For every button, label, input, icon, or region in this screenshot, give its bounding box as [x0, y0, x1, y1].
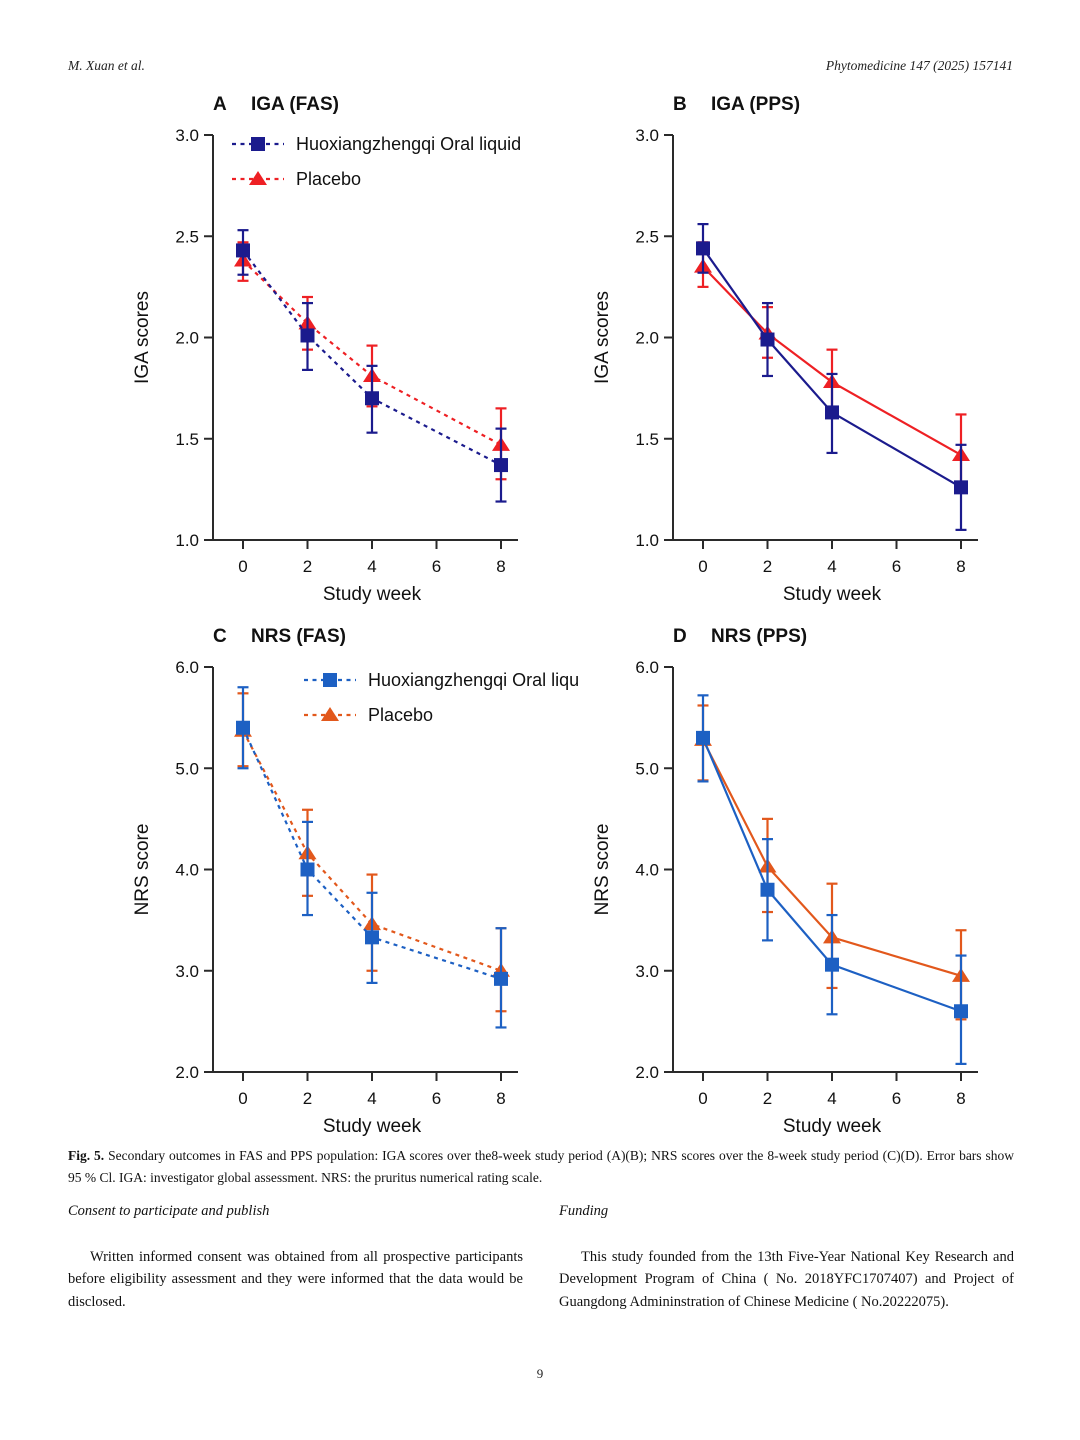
- panel-title: A IGA (FAS): [213, 94, 339, 115]
- legend: [304, 670, 578, 725]
- svg-text:4.0: 4.0: [635, 860, 659, 880]
- figure-caption: [68, 1145, 1014, 1189]
- chart-svg-D: [578, 612, 1038, 1144]
- figure-5: [118, 80, 1038, 1144]
- legend-label: Huoxiangzhengqi Oral liquid: [368, 670, 578, 690]
- legend: [232, 134, 521, 189]
- panel-title: D NRS (PPS): [673, 626, 808, 647]
- chart-panel-c-nrs-fas: [118, 612, 578, 1144]
- svg-text:4.0: 4.0: [175, 860, 199, 880]
- svg-text:8: 8: [496, 1089, 506, 1108]
- svg-text:1.0: 1.0: [635, 531, 659, 550]
- chart-svg-C: [118, 612, 578, 1144]
- chart-panel-d-nrs-pps: [578, 612, 1038, 1144]
- svg-text:8: 8: [496, 557, 506, 576]
- svg-text:2.0: 2.0: [635, 328, 659, 348]
- svg-text:2.0: 2.0: [635, 1063, 659, 1082]
- section-body-funding: This study founded from the 13th Five-Year National Key Research and Development Program of China ( No. 2018YFC1707407) and Project of Guangdong Admininstration of Chinese Medicine ( No.20222075).: [559, 1249, 1014, 1310]
- svg-text:0: 0: [238, 1089, 248, 1108]
- legend-label: Placebo: [296, 169, 362, 189]
- svg-text:4: 4: [827, 1089, 837, 1108]
- figure-caption-text: Secondary outcomes in FAS and PPS population: IGA scores over the8-week study period (A)(B); NRS scores over the 8-week study period (C)(D). Error bars show 95 % Cl. IGA: investigator global assessment. NRS: the pruritus numerical rating scale.: [68, 1148, 1014, 1185]
- svg-text:0: 0: [698, 1089, 708, 1108]
- section-body-consent: Written informed consent was obtained from all prospective participants before eligibility assessment and they were informed that the data would be disclosed.: [68, 1249, 523, 1310]
- axis-labels: [132, 658, 506, 1137]
- svg-text:2: 2: [302, 1089, 313, 1108]
- chart-panel-b-iga-pps: [578, 80, 1038, 612]
- svg-text:3.0: 3.0: [175, 126, 199, 145]
- y-axis-title: NRS score: [132, 823, 153, 916]
- axis-labels: [132, 126, 506, 605]
- svg-text:3.0: 3.0: [635, 961, 659, 981]
- axis-labels: [592, 126, 966, 605]
- section-heading-funding: Funding: [559, 1203, 609, 1219]
- header-journal-ref: Phytomedicine 147 (2025) 157141: [825, 58, 1013, 73]
- svg-text:3.0: 3.0: [635, 126, 659, 145]
- axes: [664, 135, 978, 549]
- svg-text:2.0: 2.0: [175, 328, 199, 348]
- svg-text:6: 6: [431, 1089, 442, 1108]
- header-author: M. Xuan et al.: [68, 58, 145, 73]
- svg-text:2: 2: [762, 1089, 773, 1108]
- chart-svg-B: [578, 80, 1038, 612]
- svg-text:6.0: 6.0: [635, 658, 659, 677]
- figure-caption-label: Fig. 5.: [68, 1148, 105, 1163]
- series-treatment: [696, 695, 968, 1064]
- x-axis-title: Study week: [322, 584, 422, 605]
- svg-text:2.5: 2.5: [175, 227, 199, 247]
- svg-text:5.0: 5.0: [635, 759, 659, 779]
- svg-text:4: 4: [367, 1089, 377, 1108]
- svg-text:8: 8: [956, 557, 966, 576]
- axes: [664, 667, 978, 1081]
- svg-text:2: 2: [762, 557, 773, 576]
- svg-text:3.0: 3.0: [175, 961, 199, 981]
- svg-text:4: 4: [367, 557, 377, 576]
- axis-labels: [592, 658, 966, 1137]
- svg-text:6.0: 6.0: [175, 658, 199, 677]
- svg-text:0: 0: [698, 557, 708, 576]
- panel-title: C NRS (FAS): [213, 626, 346, 647]
- svg-text:6: 6: [891, 1089, 902, 1108]
- x-axis-title: Study week: [322, 1116, 422, 1137]
- svg-text:1.5: 1.5: [635, 429, 659, 449]
- page-header: [68, 58, 1013, 74]
- svg-text:8: 8: [956, 1089, 966, 1108]
- legend-label: Huoxiangzhengqi Oral liquid: [296, 134, 522, 154]
- svg-text:4: 4: [827, 557, 837, 576]
- svg-text:2.5: 2.5: [635, 227, 659, 247]
- y-axis-title: IGA scores: [132, 291, 153, 384]
- axes: [204, 135, 518, 549]
- y-axis-title: NRS score: [592, 823, 613, 916]
- legend-label: Placebo: [368, 705, 434, 725]
- svg-text:2.0: 2.0: [175, 1063, 199, 1082]
- section-funding: [559, 1203, 1014, 1313]
- chart-svg-A: [118, 80, 578, 612]
- svg-text:2: 2: [302, 557, 313, 576]
- x-axis-title: Study week: [782, 1116, 882, 1137]
- section-heading-consent: Consent to participate and publish: [68, 1203, 270, 1219]
- page-number: 9: [536, 1366, 544, 1381]
- series-treatment: [236, 230, 508, 501]
- svg-text:1.5: 1.5: [175, 429, 199, 449]
- svg-text:6: 6: [431, 557, 442, 576]
- svg-text:0: 0: [238, 557, 248, 576]
- series-treatment: [696, 224, 968, 530]
- chart-panel-a-iga-fas: [118, 80, 578, 612]
- axes: [204, 667, 518, 1081]
- x-axis-title: Study week: [782, 584, 882, 605]
- two-column-text: [68, 1203, 1014, 1313]
- svg-text:6: 6: [891, 557, 902, 576]
- svg-text:5.0: 5.0: [175, 759, 199, 779]
- y-axis-title: IGA scores: [592, 291, 613, 384]
- section-consent: [68, 1203, 523, 1313]
- svg-text:1.0: 1.0: [175, 531, 199, 550]
- series-treatment: [236, 687, 508, 1027]
- panel-title: B IGA (PPS): [673, 94, 801, 115]
- series-placebo: [234, 242, 510, 479]
